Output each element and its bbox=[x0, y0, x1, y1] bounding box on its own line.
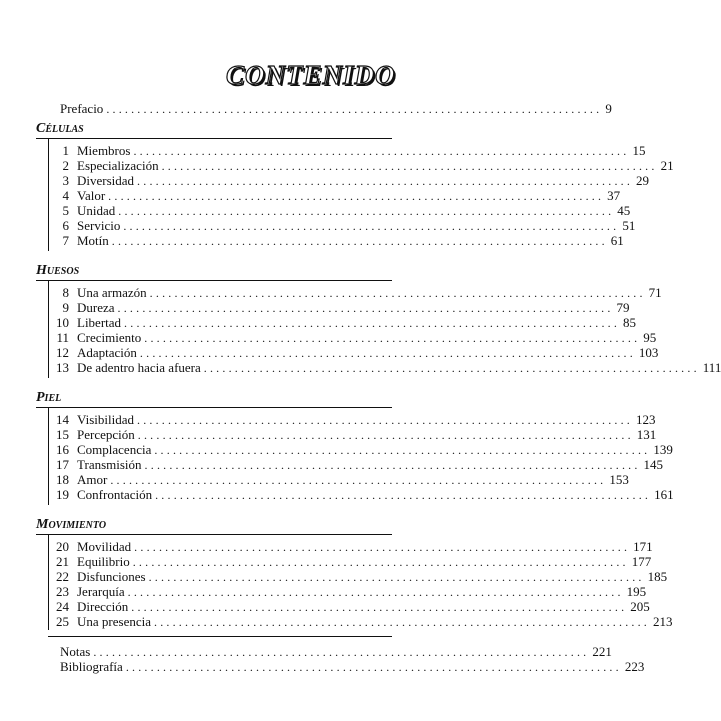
chapter-title: Servicio bbox=[77, 218, 121, 233]
toc-entry[interactable] bbox=[56, 233, 624, 249]
chapter-page: 103 bbox=[638, 345, 659, 360]
section-heading bbox=[36, 518, 392, 535]
chapter-number: 25 bbox=[56, 614, 69, 629]
dot-leader: ................................................................................ bbox=[93, 645, 590, 659]
chapter-page: 21 bbox=[660, 158, 674, 173]
chapter-page: 95 bbox=[643, 330, 657, 345]
chapter-page: 145 bbox=[643, 457, 664, 472]
dot-leader: ................................................................................ bbox=[132, 555, 629, 569]
chapter-page: 111 bbox=[702, 360, 721, 375]
chapter-number: 18 bbox=[56, 472, 69, 487]
entry-label: Bibliografía bbox=[60, 659, 123, 674]
chapter-number: 20 bbox=[56, 539, 69, 554]
toc-entry[interactable] bbox=[56, 569, 668, 585]
chapter-page: 71 bbox=[648, 285, 662, 300]
chapter-number: 12 bbox=[56, 345, 69, 360]
dot-leader: ................................................................................ bbox=[139, 346, 636, 360]
section-title: Piel bbox=[36, 390, 62, 405]
dot-leader: ................................................................................ bbox=[127, 585, 624, 599]
chapter-page: 29 bbox=[636, 173, 650, 188]
dot-leader: ................................................................................ bbox=[149, 286, 646, 300]
chapter-title: Equilibrio bbox=[77, 554, 130, 569]
chapter-number: 10 bbox=[56, 315, 69, 330]
chapter-page: 123 bbox=[636, 412, 656, 427]
chapter-number: 3 bbox=[62, 173, 69, 188]
chapter-title: De adentro hacia afuera bbox=[77, 360, 201, 375]
toc-entry[interactable] bbox=[56, 158, 674, 174]
entry-label: Notas bbox=[60, 644, 91, 659]
toc-entry[interactable] bbox=[56, 285, 662, 301]
chapter-number: 21 bbox=[56, 554, 69, 569]
section-title: Células bbox=[36, 121, 84, 136]
chapter-number: 5 bbox=[62, 203, 69, 218]
chapter-title: Unidad bbox=[77, 203, 116, 218]
toc-entry[interactable] bbox=[56, 427, 657, 443]
chapter-page: 85 bbox=[623, 315, 637, 330]
chapter-title: Libertad bbox=[77, 315, 122, 330]
chapter-page: 51 bbox=[622, 218, 636, 233]
group-bracket bbox=[48, 139, 49, 251]
entry-page: 221 bbox=[592, 644, 612, 659]
dot-leader: ................................................................................ bbox=[117, 301, 614, 315]
toc-entry-notes[interactable] bbox=[60, 644, 612, 660]
section-title: Huesos bbox=[36, 263, 80, 278]
chapter-title: Amor bbox=[77, 472, 108, 487]
chapter-title: Transmisión bbox=[77, 457, 142, 472]
toc-entry[interactable] bbox=[56, 487, 674, 503]
toc-entry[interactable] bbox=[56, 614, 673, 630]
dot-leader: ................................................................................ bbox=[137, 174, 634, 188]
dot-leader: ................................................................................ bbox=[118, 204, 615, 218]
chapter-title: Diversidad bbox=[77, 173, 135, 188]
chapter-title: Motín bbox=[77, 233, 109, 248]
dot-leader: ................................................................................ bbox=[155, 488, 652, 502]
toc-entry[interactable] bbox=[56, 554, 652, 570]
entry-page: 9 bbox=[605, 101, 612, 116]
section-heading bbox=[36, 391, 392, 408]
dot-leader: ................................................................................ bbox=[111, 234, 608, 248]
toc-entry[interactable] bbox=[56, 584, 647, 600]
page-title: CONTENIDO bbox=[226, 60, 396, 90]
toc-entry[interactable] bbox=[56, 472, 629, 488]
toc-entry-bibliography[interactable] bbox=[60, 659, 645, 675]
section-divider bbox=[48, 636, 392, 637]
chapter-number: 22 bbox=[56, 569, 69, 584]
toc-entry[interactable] bbox=[56, 173, 650, 189]
toc-entry[interactable] bbox=[56, 203, 631, 219]
toc-entry[interactable] bbox=[56, 360, 721, 376]
section-title: Movimiento bbox=[36, 517, 107, 532]
chapter-title: Adaptación bbox=[77, 345, 137, 360]
chapter-number: 24 bbox=[56, 599, 69, 614]
group-bracket bbox=[48, 408, 49, 505]
toc-entry[interactable] bbox=[56, 330, 657, 346]
toc-entry[interactable] bbox=[56, 442, 673, 458]
toc-entry[interactable] bbox=[56, 188, 621, 204]
dot-leader: ................................................................................ bbox=[108, 189, 605, 203]
chapter-number: 17 bbox=[56, 457, 69, 472]
dot-leader: ................................................................................ bbox=[123, 219, 620, 233]
chapter-number: 2 bbox=[62, 158, 69, 173]
chapter-title: Una armazón bbox=[77, 285, 147, 300]
dot-leader: ................................................................................ bbox=[125, 660, 622, 674]
chapter-page: 79 bbox=[616, 300, 630, 315]
chapter-number: 11 bbox=[56, 330, 69, 345]
chapter-page: 171 bbox=[633, 539, 653, 554]
dot-leader: ................................................................................ bbox=[137, 413, 633, 427]
chapter-page: 195 bbox=[626, 584, 647, 599]
dot-leader: ................................................................................ bbox=[161, 159, 658, 173]
entry-page: 223 bbox=[624, 659, 645, 674]
dot-leader: ................................................................................ bbox=[124, 316, 621, 330]
toc-entry[interactable] bbox=[56, 412, 656, 428]
toc-entry[interactable] bbox=[56, 457, 664, 473]
chapter-page: 213 bbox=[653, 614, 673, 629]
chapter-title: Confrontación bbox=[77, 487, 153, 502]
chapter-number: 14 bbox=[56, 412, 69, 427]
chapter-page: 45 bbox=[617, 203, 631, 218]
dot-leader: ................................................................................ bbox=[134, 540, 631, 554]
chapter-page: 131 bbox=[636, 427, 657, 442]
chapter-number: 23 bbox=[56, 584, 69, 599]
chapter-page: 61 bbox=[610, 233, 624, 248]
chapter-title: Una presencia bbox=[77, 614, 151, 629]
chapter-number: 8 bbox=[62, 285, 69, 300]
chapter-page: 139 bbox=[653, 442, 673, 457]
dot-leader: ................................................................................ bbox=[110, 473, 607, 487]
chapter-title: Valor bbox=[77, 188, 106, 203]
chapter-title: Dirección bbox=[77, 599, 129, 614]
toc-entry[interactable] bbox=[56, 599, 650, 615]
chapter-page: 153 bbox=[609, 472, 629, 487]
toc-entry[interactable] bbox=[56, 300, 630, 316]
chapter-number: 16 bbox=[56, 442, 69, 457]
chapter-title: Miembros bbox=[77, 143, 131, 158]
chapter-title: Complacencia bbox=[77, 442, 152, 457]
chapter-number: 6 bbox=[62, 218, 69, 233]
chapter-number: 13 bbox=[56, 360, 69, 375]
dot-leader: ................................................................................ bbox=[106, 102, 603, 116]
chapter-number: 1 bbox=[62, 143, 69, 158]
chapter-title: Jerarquía bbox=[77, 584, 125, 599]
chapter-number: 19 bbox=[56, 487, 69, 502]
chapter-number: 15 bbox=[56, 427, 69, 442]
chapter-page: 177 bbox=[631, 554, 652, 569]
section-heading bbox=[36, 264, 392, 281]
chapter-number: 7 bbox=[62, 233, 69, 248]
dot-leader: ................................................................................ bbox=[154, 615, 650, 629]
dot-leader: ................................................................................ bbox=[144, 458, 641, 472]
dot-leader: ................................................................................ bbox=[148, 570, 645, 584]
chapter-page: 205 bbox=[630, 599, 650, 614]
dot-leader: ................................................................................ bbox=[131, 600, 628, 614]
dot-leader: ................................................................................ bbox=[137, 428, 634, 442]
section-heading bbox=[36, 122, 392, 139]
group-bracket bbox=[48, 281, 49, 378]
dot-leader: ................................................................................ bbox=[203, 361, 700, 375]
chapter-title: Percepción bbox=[77, 427, 135, 442]
chapter-title: Visibilidad bbox=[77, 412, 134, 427]
chapter-title: Movilidad bbox=[77, 539, 132, 554]
toc-entry-preface[interactable] bbox=[60, 101, 612, 117]
group-bracket bbox=[48, 535, 49, 630]
toc-entry[interactable] bbox=[56, 218, 636, 234]
dot-leader: ................................................................................ bbox=[154, 443, 651, 457]
chapter-page: 15 bbox=[632, 143, 646, 158]
toc-entry[interactable] bbox=[56, 315, 637, 331]
toc-entry[interactable] bbox=[56, 345, 659, 361]
toc-entry[interactable] bbox=[56, 539, 653, 555]
dot-leader: ................................................................................ bbox=[144, 331, 641, 345]
chapter-number: 9 bbox=[62, 300, 69, 315]
dot-leader: ................................................................................ bbox=[133, 144, 630, 158]
chapter-page: 185 bbox=[647, 569, 668, 584]
chapter-title: Disfunciones bbox=[77, 569, 146, 584]
chapter-title: Dureza bbox=[77, 300, 115, 315]
entry-label: Prefacio bbox=[60, 101, 104, 116]
chapter-number: 4 bbox=[62, 188, 69, 203]
toc-entry[interactable] bbox=[56, 143, 646, 159]
chapter-page: 37 bbox=[607, 188, 621, 203]
chapter-title: Especialización bbox=[77, 158, 159, 173]
chapter-page: 161 bbox=[654, 487, 674, 502]
chapter-title: Crecimiento bbox=[77, 330, 142, 345]
